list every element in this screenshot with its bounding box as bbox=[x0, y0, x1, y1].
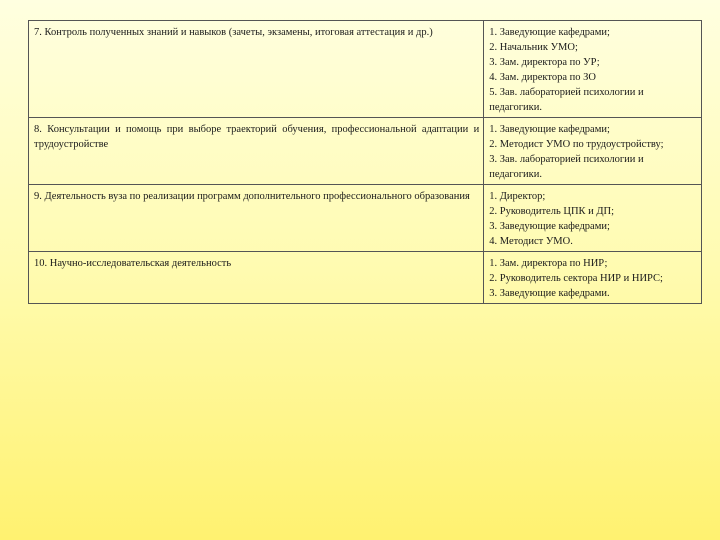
table-row bbox=[29, 21, 702, 118]
responsible-item: 3. Зам. директора по УР; bbox=[489, 57, 600, 68]
responsible-item: 3. Заведующие кафедрами; bbox=[489, 221, 610, 232]
responsible-item: 2. Руководитель ЦПК и ДП; bbox=[489, 206, 615, 217]
responsible-item: 1. Зам. директора по НИР; bbox=[489, 258, 608, 269]
responsible-item: 2. Руководитель сектора НИР и НИРС; bbox=[489, 273, 663, 284]
responsible-item: 5. Зав. лабораторией психологии и педагогики. bbox=[489, 87, 644, 113]
activity-cell: 9. Деятельность вуза по реализации программ дополнительного профессионального образования bbox=[29, 185, 484, 252]
responsible-item: 1. Заведующие кафедрами; bbox=[489, 27, 610, 38]
activity-cell: 10. Научно-исследовательская деятельность bbox=[29, 252, 484, 304]
table-row bbox=[29, 118, 702, 185]
responsible-cell bbox=[484, 185, 702, 252]
responsible-item: 4. Методист УМО. bbox=[489, 236, 573, 247]
responsible-item: 2. Начальник УМО; bbox=[489, 42, 578, 53]
responsible-cell bbox=[484, 21, 702, 118]
activity-cell: 8. Консультации и помощь при выборе траекторий обучения, профессиональной адаптации и трудоустройстве bbox=[29, 118, 484, 185]
activity-cell: 7. Контроль полученных знаний и навыков (зачеты, экзамены, итоговая аттестация и др.) bbox=[29, 21, 484, 118]
responsible-cell bbox=[484, 252, 702, 304]
responsible-item: 1. Директор; bbox=[489, 191, 546, 202]
table-row bbox=[29, 185, 702, 252]
responsible-item: 1. Заведующие кафедрами; bbox=[489, 124, 610, 135]
responsible-item: 4. Зам. директора по ЗО bbox=[489, 72, 596, 83]
responsible-cell bbox=[484, 118, 702, 185]
responsibility-table bbox=[28, 20, 702, 304]
responsible-item: 2. Методист УМО по трудоустройству; bbox=[489, 139, 664, 150]
responsible-item: 3. Заведующие кафедрами. bbox=[489, 288, 610, 299]
responsible-item: 3. Зав. лабораторией психологии и педагогики. bbox=[489, 154, 644, 180]
table-row bbox=[29, 252, 702, 304]
